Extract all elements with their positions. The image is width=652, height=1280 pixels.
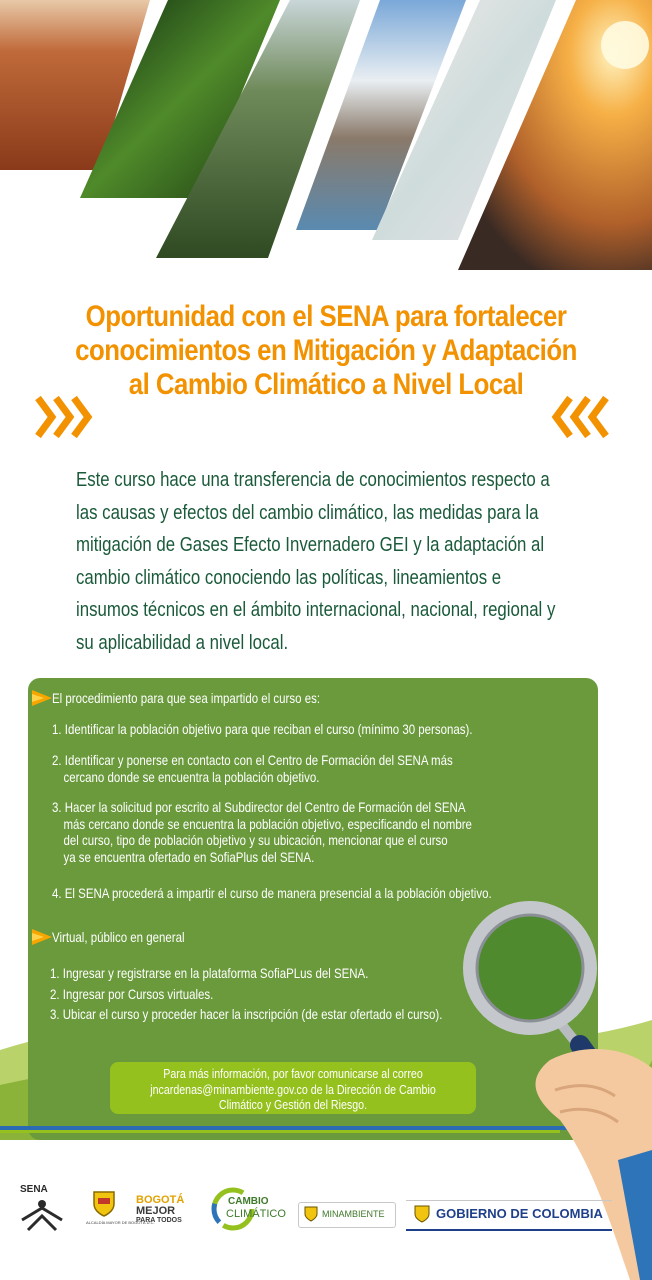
cambio-logo-line: CLIMÁTICO (226, 1208, 286, 1220)
step-line: 3. Hacer la solicitud por escrito al Subdirector del Centro de Formación del SENA (52, 799, 466, 815)
step-line: 4. El SENA procederá a impartir el curso de manera presencial a la población objetivo. (52, 885, 492, 901)
procedure-step (52, 752, 453, 785)
minambiente-label: MINAMBIENTE (322, 1209, 385, 1219)
cambio-logo-line: CAMBIO (228, 1196, 269, 1207)
info-line: Para más información, por favor comunicarse al correo (163, 1066, 423, 1081)
sena-label: SENA (20, 1184, 48, 1195)
info-line: jncardenas@minambiente.gov.co de la Dirección de Cambio (150, 1081, 436, 1097)
step-line: ya se encuentra ofertado en SofiaPlus del SENA. (63, 848, 315, 865)
intro-line: cambio climático conociendo las políticas, lineamientos e (76, 565, 502, 589)
contact-info-text (110, 1066, 476, 1113)
step-line: 2. Identificar y ponerse en contacto con el Centro de Formación del SENA más (52, 752, 453, 768)
bogota-logo-line: BOGOTÁ (136, 1194, 185, 1206)
intro-line: mitigación de Gases Efecto Invernadero GEI y la adaptación al (76, 533, 545, 556)
intro-line: Este curso hace una transferencia de conocimientos respecto a (76, 468, 550, 491)
contact-info-box (110, 1062, 476, 1114)
gobierno-label: GOBIERNO DE COLOMBIA (436, 1206, 603, 1221)
coat-of-arms-icon (414, 1205, 430, 1223)
chevrons-right-icon (34, 392, 100, 442)
virtual-heading: Virtual, público en general (52, 929, 185, 945)
procedure-step (52, 885, 492, 902)
intro-line: insumos técnicos en el ámbito internacional, nacional, regional y (76, 598, 556, 621)
procedure-heading: El procedimiento para que sea impartido el curso es: (52, 690, 321, 706)
coat-of-arms-icon (304, 1206, 318, 1222)
arrow-bullet-icon (32, 929, 52, 945)
procedure-step (52, 721, 473, 738)
bogota-logo-line: PARA TODOS (136, 1217, 182, 1224)
procedure-step (52, 799, 472, 865)
step-line: 1. Identificar la población objetivo para que reciban el curso (mínimo 30 personas). (52, 721, 473, 737)
intro-line: su aplicabilidad a nivel local. (76, 630, 289, 654)
virtual-step: 1. Ingresar y registrarse en la plataforma SofiaPLus del SENA. (50, 965, 369, 981)
bogota-logo-line: MEJOR (136, 1205, 176, 1217)
title-line: conocimientos en Mitigación y Adaptación (75, 334, 577, 367)
chevrons-left-icon (544, 392, 610, 442)
step-line: cercano donde se encuentra la población objetivo. (63, 768, 320, 785)
coat-of-arms-icon (92, 1190, 116, 1218)
step-line: del curso, tipo de población objetivo y su ubicación, mencionar que el curso (63, 832, 448, 848)
page-title (63, 300, 589, 402)
intro-line: las causas y efectos del cambio climático, las medidas para la (76, 500, 539, 524)
virtual-step: 2. Ingresar por Cursos virtuales. (50, 986, 214, 1002)
info-line: Climático y Gestión del Riesgo. (218, 1097, 368, 1112)
arrow-bullet-icon (32, 690, 52, 706)
bogota-alcaldia-label: ALCALDÍA MAYOR DE BOGOTÁ D.C. (86, 1220, 155, 1225)
title-line: al Cambio Climático a Nivel Local (128, 368, 524, 401)
photo-collage (0, 0, 652, 280)
intro-paragraph (76, 464, 556, 659)
title-line: Oportunidad con el SENA para fortalecer (85, 300, 567, 333)
virtual-step: 3. Ubicar el curso y proceder hacer la inscripción (de estar ofertado el curso). (50, 1006, 443, 1022)
step-line: más cercano donde se encuentra la población objetivo, especificando el nombre (63, 815, 472, 832)
